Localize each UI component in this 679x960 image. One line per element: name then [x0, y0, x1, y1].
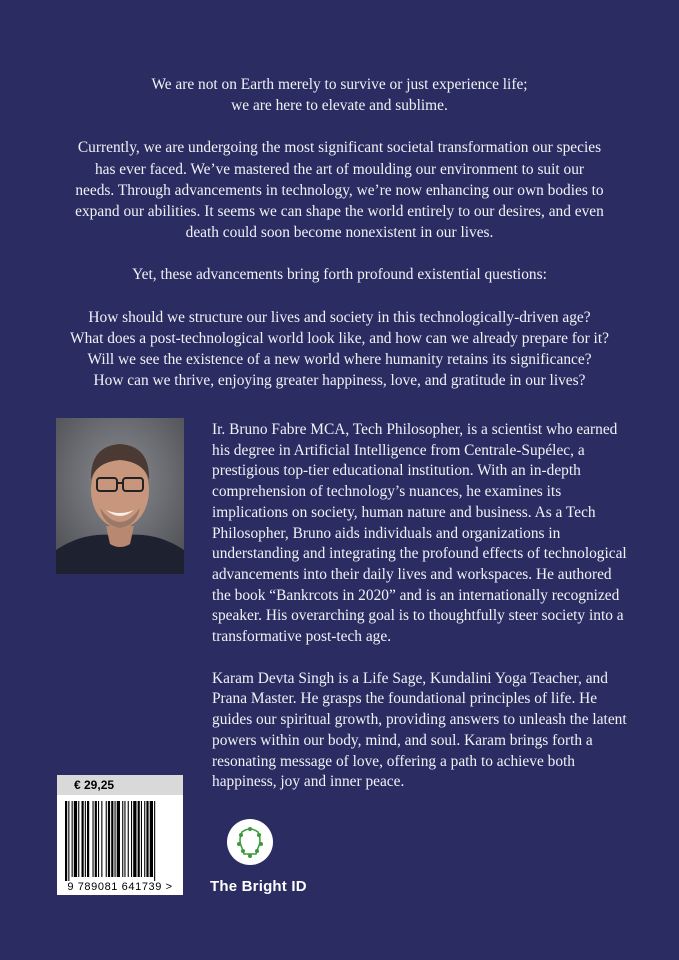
barcode-bar — [87, 801, 89, 877]
price-label — [57, 775, 183, 795]
price-value: € 29,25 — [74, 778, 115, 792]
barcode-bar — [95, 801, 97, 877]
barcode-bars — [57, 795, 183, 881]
questions-block — [40, 307, 639, 392]
bio-bruno: Ir. Bruno Fabre MCA, Tech Philosopher, is a scientist who earned his degree in Artificial Intelligence from Centrale-Supélec, a prestigious top-tier educational institution. With an in-depth comprehension of technology’s nuances, he examines its implications on society, human nature and business. As a Tech Philosopher, Bruno aids individuals and organizations in understanding and integrating the profound effects of technological advancements into their daily lives and workspaces. He authored the book “Bankrcots in 2020” and is an internationally recognized speaker. His overarching goal is to thoughtfully steer society into a transformative post-tech age. — [212, 421, 627, 646]
barcode-bar — [82, 801, 84, 877]
barcode-bar — [124, 801, 125, 877]
barcode-bar — [98, 801, 99, 877]
publisher-logo-icon — [226, 818, 274, 866]
barcode-bar — [65, 801, 67, 881]
barcode-bar — [68, 801, 69, 881]
barcode-bar — [133, 801, 136, 877]
barcode-bar — [93, 801, 94, 877]
barcode-bar — [101, 801, 102, 877]
barcode-bar — [144, 801, 145, 877]
barcode-bar — [150, 801, 153, 877]
barcode-bar — [115, 801, 116, 877]
intro-paragraph-3: Yet, these advancements bring forth profound existential questions: — [132, 266, 547, 284]
publisher-name: The Bright ID — [210, 878, 307, 895]
barcode-bar — [111, 801, 113, 877]
barcode-bar — [106, 801, 107, 877]
barcode-bar — [72, 801, 73, 877]
question-1: How should we structure our lives and society in this technologically-driven age? — [88, 308, 591, 326]
barcode-bar — [138, 801, 140, 877]
barcode-bar — [122, 801, 123, 877]
question-3: Will we see the existence of a new world where humanity retains its significance? — [87, 351, 592, 369]
isbn-number: 9 789081 641739 > — [67, 881, 173, 893]
barcode-bar — [141, 801, 142, 877]
barcode-bar — [85, 801, 86, 877]
author-bios — [212, 420, 632, 814]
barcode-bar — [146, 801, 148, 877]
question-4: How can we thrive, enjoying greater happiness, love, and gratitude in our lives? — [93, 372, 586, 390]
barcode — [57, 795, 183, 895]
question-2: What does a post-technological world look like, and how can we already prepare for it? — [70, 329, 609, 347]
author-photo — [56, 418, 184, 574]
barcode-bar — [74, 801, 77, 877]
barcode-bar — [108, 801, 110, 877]
barcode-bar — [78, 801, 79, 877]
intro-paragraph-1: We are not on Earth merely to survive or just experience life; we are here to elevate and sublime. — [151, 76, 528, 115]
barcode-bar — [128, 801, 129, 877]
intro-paragraph-2: Currently, we are undergoing the most significant societal transformation our species has ever faced. We’ve mastered the art of moulding our environment to suit our needs. Through advancements in technology, we’re now enhancing our own bodies to expand our abilities. It seems we can shape the world entirely to our desires, and even death could soon become nonexistent in our lives. — [75, 139, 604, 242]
barcode-bar — [117, 801, 120, 877]
barcode-bar — [131, 801, 132, 877]
bio-karam: Karam Devta Singh is a Life Sage, Kundalini Yoga Teacher, and Prana Master. He grasps the foundational principles of life. He guides our spiritual growth, providing answers to unleash the latent powers within our body, mind, and soul. Karam brings forth a resonating message of love, offering a path to achieve both happiness, joy and inner peace. — [212, 669, 627, 791]
intro-text — [40, 74, 639, 391]
barcode-bar — [154, 801, 155, 881]
